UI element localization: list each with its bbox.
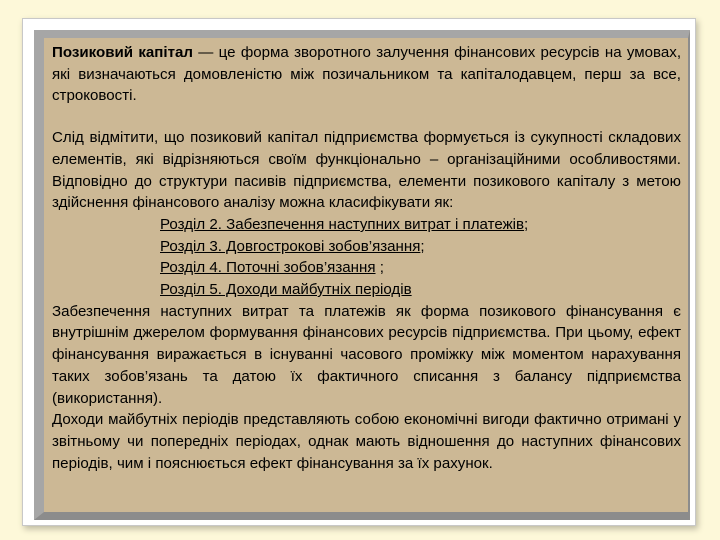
definition-text: — це форма зворотного залучення фінансових ресурсів на умовах, які визначаються домовленістю між позичальником та капіталодавцем, перш за все, строковості. <box>52 44 682 105</box>
section-link-5[interactable]: Розділ 5. Доходи майбутніх періодів <box>160 281 412 299</box>
section-item <box>52 257 681 279</box>
section-suffix: ; <box>375 259 384 277</box>
definition-term: Позиковий капітал <box>52 44 193 61</box>
deferred-income-paragraph: Доходи майбутніх періодів представляють собою економічні вигоди фактично отримані у звітньому чи попередніх періодах, однак мають відношення до наступних фінансових періодів, чим і пояснюється ефект фінансування за їх рахунок. <box>52 411 681 472</box>
definition-paragraph <box>52 42 681 107</box>
intro-paragraph: Слід відмітити, що позиковий капітал підприємства формується із сукупності складових елементів, які відрізняються своїм функціонально – організаційними особливостями. Відповідно до структури пасивів підприємства, елементи позикового капіталу з метою здійснення фінансового аналізу можна класифікувати як: <box>52 129 681 212</box>
section-link-3[interactable]: Розділ 3. Довгострокові зобов’язання <box>160 237 421 255</box>
section-item <box>52 236 681 258</box>
slide-text <box>52 42 681 474</box>
section-link-2[interactable]: Розділ 2. Забезпечення наступних витрат і платежів <box>160 215 525 233</box>
section-link-4[interactable]: Розділ 4. Поточні зобов’язання <box>160 259 376 277</box>
section-suffix: ; <box>524 215 529 233</box>
section-item <box>52 214 681 236</box>
section-item <box>52 279 681 301</box>
section-list <box>52 214 681 301</box>
section-suffix: ; <box>420 237 425 255</box>
provisions-paragraph: Забезпечення наступних витрат та платежів як форма позикового фінансування є внутрішнім джерелом формування фінансових ресурсів підприємства. При цьому, ефект фінансування виражається в існуванні часового проміжку між моментом нарахування таких зобов’язань та датою їх фактичного списання з балансу підприємства (використання). <box>52 302 681 407</box>
paragraph-spacer <box>52 107 681 127</box>
